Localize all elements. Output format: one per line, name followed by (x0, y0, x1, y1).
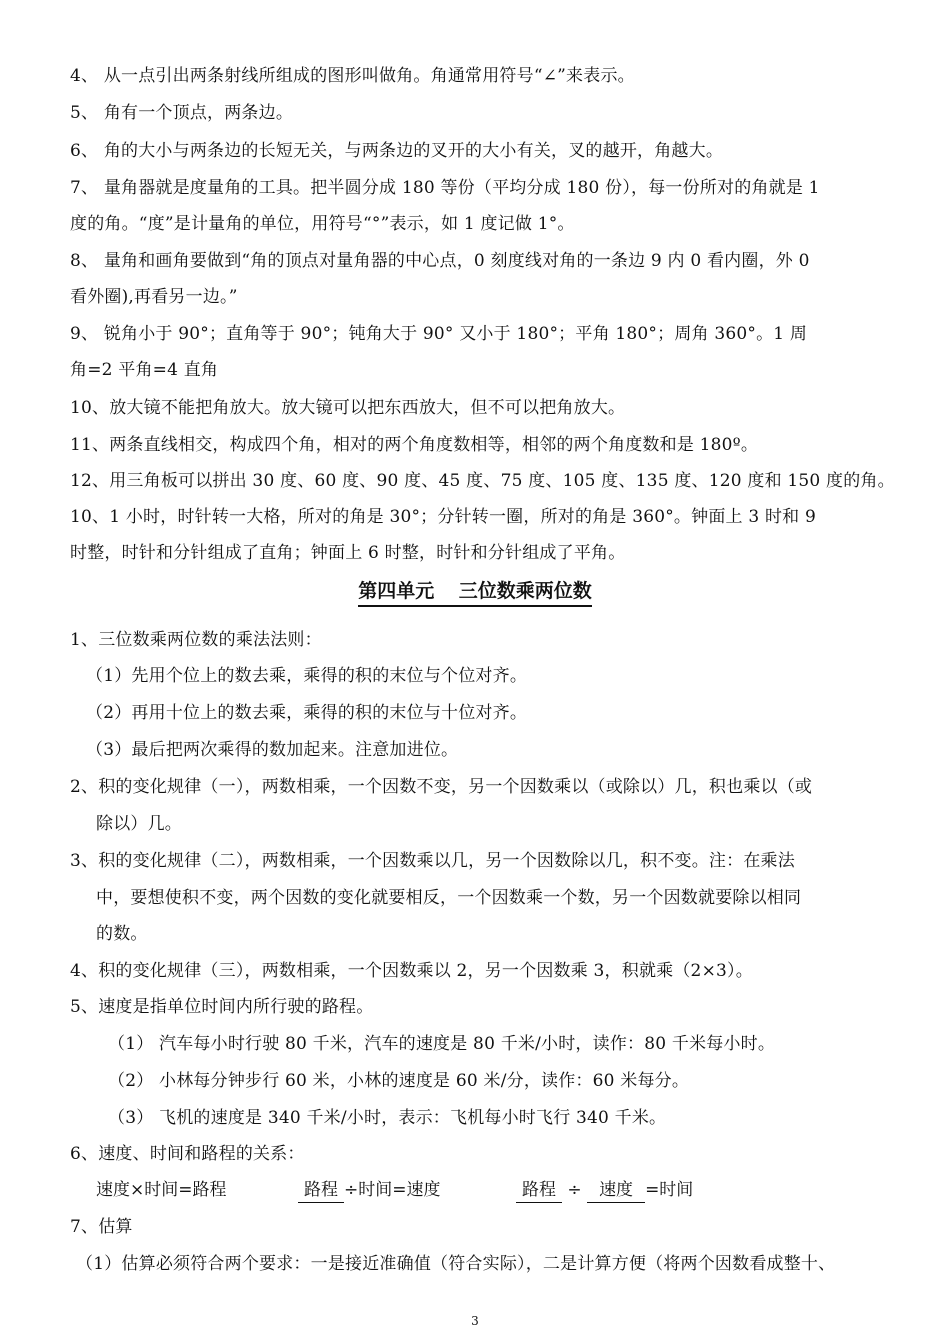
text-line: 7、 量角器就是度量角的工具。把半圆分成 180 等份（平均分成 180 份），每一份所对的角就是 1 (70, 178, 820, 198)
text-line: 的数。 (96, 924, 148, 944)
text-line: 4、积的变化规律（三），两数相乘，一个因数乘以 2，另一个因数乘 3，积就乘（2×3）。 (70, 961, 753, 981)
text-line: 3、积的变化规律（二），两数相乘，一个因数乘以几，另一个因数除以几，积不变。注：在乘法 (70, 851, 795, 871)
text-line: 中，要想使积不变，两个因数的变化就要相反，一个因数乘一个数，另一个因数就要除以相同 (96, 888, 802, 908)
relation-text: =时间 (645, 1180, 694, 1200)
text-line: 4、 从一点引出两条射线所组成的图形叫做角。角通常用符号“∠”来表示。 (70, 66, 635, 86)
relation-blank: 路程 (298, 1178, 344, 1203)
relation-blank: 路程 (516, 1178, 562, 1203)
text-line: 10、1 小时，时针转一大格，所对的角是 30°；分针转一圈，所对的角是 360°。钟面上 3 时和 9 (70, 507, 816, 527)
text-line: 5、速度是指单位时间内所行驶的路程。 (70, 997, 374, 1017)
relation-text: ÷时间=速度 (344, 1180, 441, 1200)
text-line: （3） 飞机的速度是 340 千米/小时，表示：飞机每小时飞行 340 千米。 (108, 1108, 667, 1128)
text-line: 度的角。“度”是计量角的单位，用符号“°”表示，如 1 度记做 1°。 (70, 214, 575, 234)
text-line: 8、 量角和画角要做到“角的顶点对量角器的中心点，0 刻度线对角的一条边 9 内 0 看内圈，外 0 (70, 251, 810, 271)
text-line: 6、 角的大小与两条边的长短无关，与两条边的叉开的大小有关，叉的越开，角越大。 (70, 141, 724, 161)
text-line: （2） 小林每分钟步行 60 米，小林的速度是 60 米/分，读作：60 米每分。 (108, 1071, 690, 1091)
text-line: 10、放大镜不能把角放大。放大镜可以把东西放大，但不可以把角放大。 (70, 398, 626, 418)
text-line: 12、用三角板可以拼出 30 度、60 度、90 度、45 度、75 度、105 度、135 度、120 度和 150 度的角。 (70, 471, 895, 491)
relation-blank: 速度 (587, 1178, 645, 1203)
text-line: 9、 锐角小于 90°；直角等于 90°；钝角大于 90° 又小于 180°；平角 180°；周角 360°。1 周 (70, 324, 808, 344)
text-line: 2、积的变化规律（一），两数相乘，一个因数不变，另一个因数乘以（或除以）几，积也乘以（或 (70, 777, 813, 797)
text-line: （1） 汽车每小时行驶 80 千米，汽车的速度是 80 千米/小时，读作：80 千米每小时。 (108, 1034, 776, 1054)
text-line: 6、速度、时间和路程的关系： (70, 1144, 305, 1164)
text-line: 时整，时针和分针组成了直角；钟面上 6 时整，时针和分针组成了平角。 (70, 543, 626, 563)
section-title-text: 第四单元 三位数乘两位数 (358, 578, 592, 607)
text-line: （1）先用个位上的数去乘，乘得的积的末位与个位对齐。 (86, 666, 528, 686)
text-line: 11、两条直线相交，构成四个角，相对的两个角度数相等，相邻的两个角度数和是 180º。 (70, 435, 759, 455)
page-number: 3 (471, 1314, 479, 1328)
text-line: 7、估算 (70, 1217, 133, 1237)
text-line: （1）估算必须符合两个要求：一是接近准确值（符合实际），二是计算方便（将两个因数看成整十、 (76, 1254, 836, 1274)
text-line: 1、三位数乘两位数的乘法法则： (70, 630, 322, 650)
text-line: （2）再用十位上的数去乘，乘得的积的末位与十位对齐。 (86, 703, 528, 723)
text-line: 角=2 平角=4 直角 (70, 360, 219, 380)
section-title (0, 578, 950, 607)
relation-speed: 速度×时间=路程 (96, 1180, 227, 1200)
text-line: 除以）几。 (96, 814, 182, 834)
relation-time (298, 1178, 441, 1203)
relation-text: ÷ (567, 1180, 582, 1200)
text-line: 5、 角有一个顶点，两条边。 (70, 103, 294, 123)
text-line: （3）最后把两次乘得的数加起来。注意加进位。 (86, 740, 459, 760)
relation-distance (516, 1178, 693, 1203)
text-line: 看外圈),再看另一边。” (70, 287, 238, 307)
